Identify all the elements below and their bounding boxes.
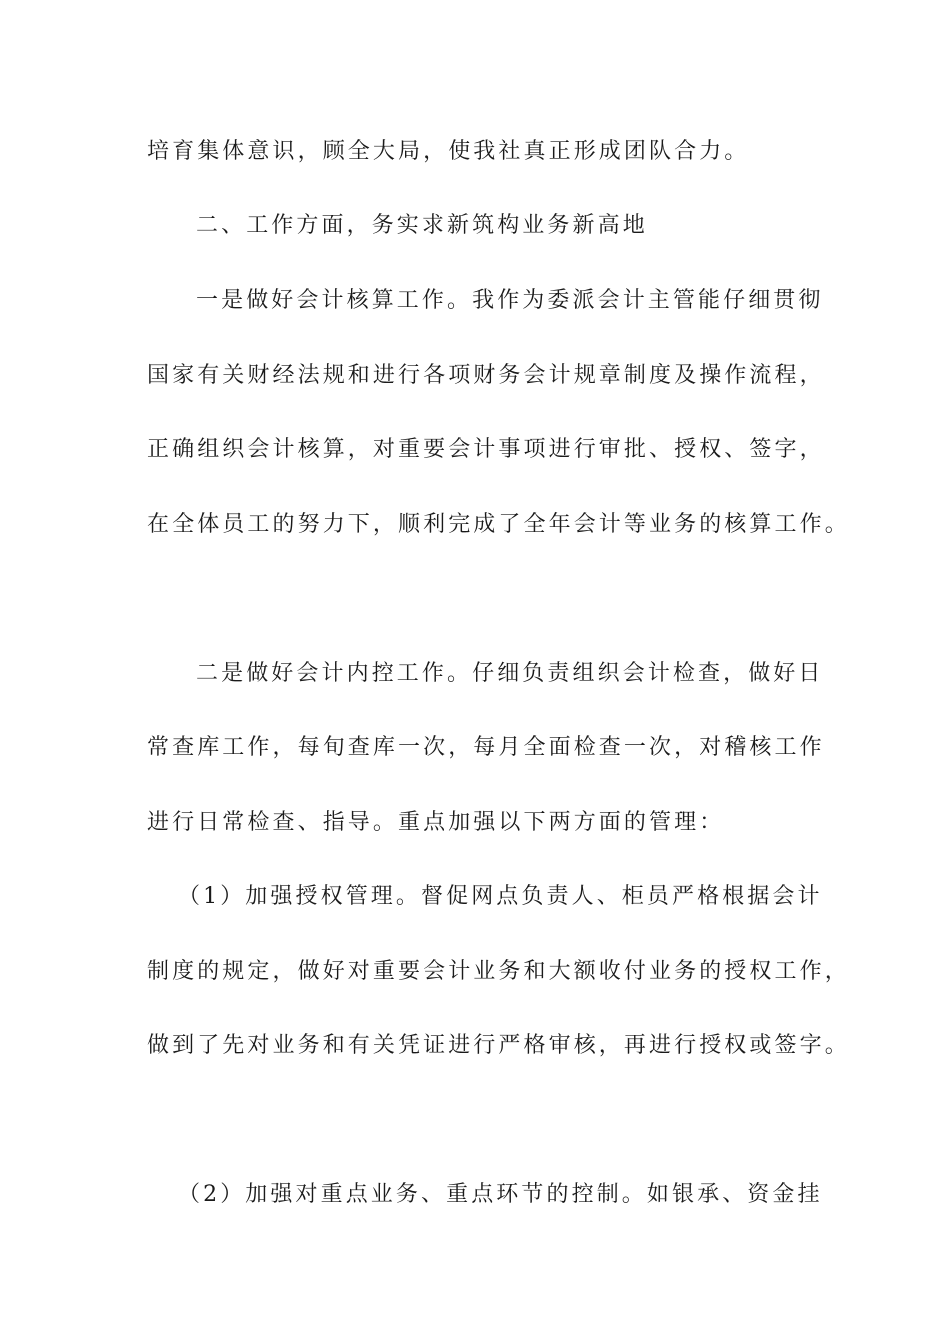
paragraph-line: 制度的规定，做好对重要会计业务和大额收付业务的授权工作， [147,959,850,984]
paragraph-line: 做到了先对业务和有关凭证进行严格审核，再进行授权或签字。 [147,1033,850,1058]
paragraph-line: 二是做好会计内控工作。仔细负责组织会计检查，做好日 [196,661,824,686]
paragraph-line: （2）加强对重点业务、重点环节的控制。如银承、资金挂 [178,1182,823,1207]
paragraph-line: 进行日常检查、指导。重点加强以下两方面的管理： [147,810,725,835]
paragraph-line: （1）加强授权管理。督促网点负责人、柜员严格根据会计 [178,884,823,909]
paragraph-line: 国家有关财经法规和进行各项财务会计规章制度及操作流程， [147,363,825,388]
paragraph-line: 常查库工作，每旬查库一次，每月全面检查一次，对稽核工作 [147,735,825,760]
paragraph-line: 在全体员工的努力下，顺利完成了全年会计等业务的核算工作。 [147,512,850,537]
section-heading: 二、工作方面，务实求新筑构业务新高地 [196,213,648,238]
paragraph-line: 正确组织会计核算，对重要会计事项进行审批、授权、签字， [147,437,825,462]
paragraph-line: 培育集体意识，顾全大局，使我社真正形成团队合力。 [147,139,750,164]
paragraph-line: 一是做好会计核算工作。我作为委派会计主管能仔细贯彻 [196,288,824,313]
